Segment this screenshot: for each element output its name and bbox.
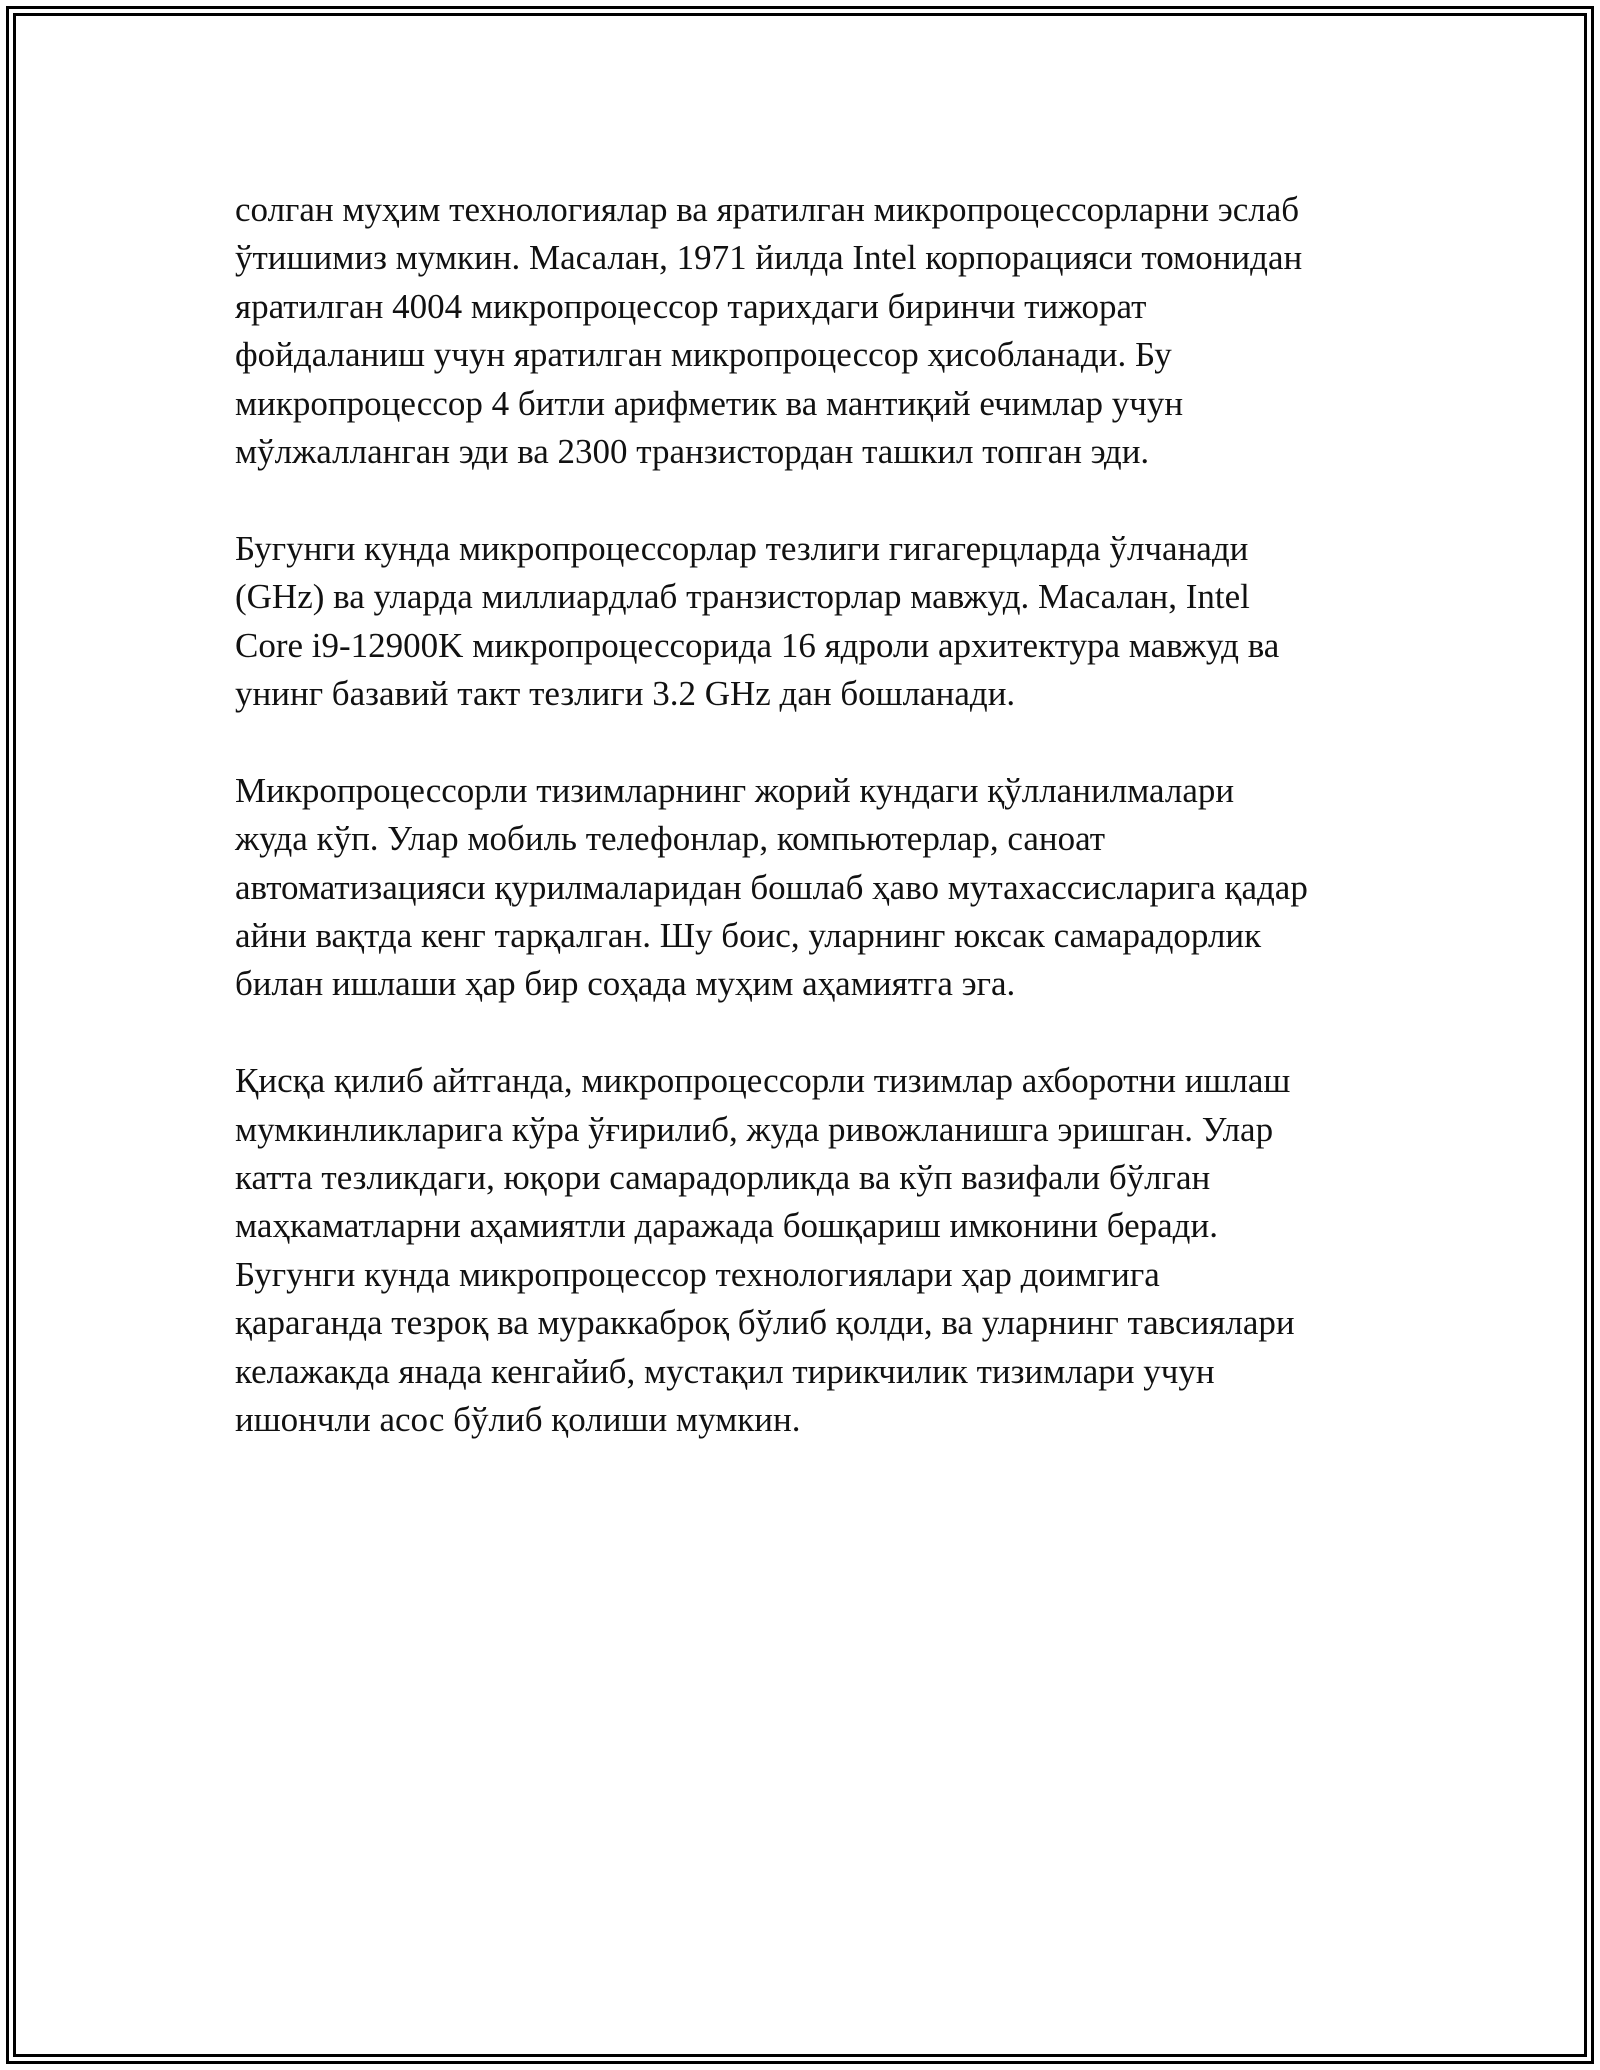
text-line: Микропроцессорли тизимларнинг жорий кундаги қўлланилмалари xyxy=(235,770,1235,810)
text-line: билан ишлаши ҳар бир соҳада муҳим аҳамиятга эга. xyxy=(235,964,1016,1004)
paragraph-4 xyxy=(235,1057,1385,1444)
text-line: мумкинликларига кўра ўғирилиб, жуда ривожланишга эришган. Улар xyxy=(235,1109,1274,1149)
text-line: автоматизацияси қурилмаларидан бошлаб ҳаво мутахассисларига қадар xyxy=(235,867,1308,907)
paragraph-1 xyxy=(235,186,1385,476)
paragraph-3 xyxy=(235,767,1385,1009)
text-line: Бугунги кунда микропроцессор технологиялари ҳар доимгига xyxy=(235,1254,1160,1294)
text-line: (GHz) ва уларда миллиардлаб транзисторлар мавжуд. Масалан, Intel xyxy=(235,577,1250,617)
text-line: катта тезликдаги, юқори самарадорликда ва кўп вазифали бўлган xyxy=(235,1158,1211,1198)
text-line: яратилган 4004 микропроцессор тарихдаги биринчи тижорат xyxy=(235,286,1147,326)
text-line: ўтишимиз мумкин. Масалан, 1971 йилда Intel корпорацияси томонидан xyxy=(235,238,1303,278)
text-line: Core i9-12900K микропроцессорида 16 ядроли архитектура мавжуд ва xyxy=(235,625,1280,665)
text-line: қараганда тезроқ ва мураккаброқ бўлиб қолди, ва уларнинг тавсиялари xyxy=(235,1303,1295,1343)
text-line: солган муҳим технологиялар ва яратилган микропроцессорларни эслаб xyxy=(235,190,1300,229)
document-body xyxy=(235,186,1385,1493)
text-line: ишончли асос бўлиб қолиши мумкин. xyxy=(235,1400,801,1440)
text-line: жуда кўп. Улар мобиль телефонлар, компьютерлар, саноат xyxy=(235,819,1106,859)
text-line: мўлжалланган эди ва 2300 транзистордан ташкил топган эди. xyxy=(235,432,1150,472)
text-line: келажакда янада кенгайиб, мустақил тирикчилик тизимлари учун xyxy=(235,1351,1215,1391)
paragraph-2 xyxy=(235,525,1385,719)
text-line: унинг базавий такт тезлиги 3.2 GHz дан бошланади. xyxy=(235,674,1016,714)
text-line: маҳкаматларни аҳамиятли даражада бошқариш имконини беради. xyxy=(235,1206,1218,1246)
text-line: Бугунги кунда микропроцессорлар тезлиги гигагерцларда ўлчанади xyxy=(235,528,1249,568)
text-line: фойдаланиш учун яратилган микропроцессор ҳисобланади. Бу xyxy=(235,335,1172,375)
text-line: микропроцессор 4 битли арифметик ва мантиқий ечимлар учун xyxy=(235,383,1184,423)
text-line: айни вақтда кенг тарқалган. Шу боис, уларнинг юксак самарадорлик xyxy=(235,916,1262,956)
text-line: Қисқа қилиб айтганда, микропроцессорли тизимлар ахборотни ишлаш xyxy=(235,1061,1291,1101)
